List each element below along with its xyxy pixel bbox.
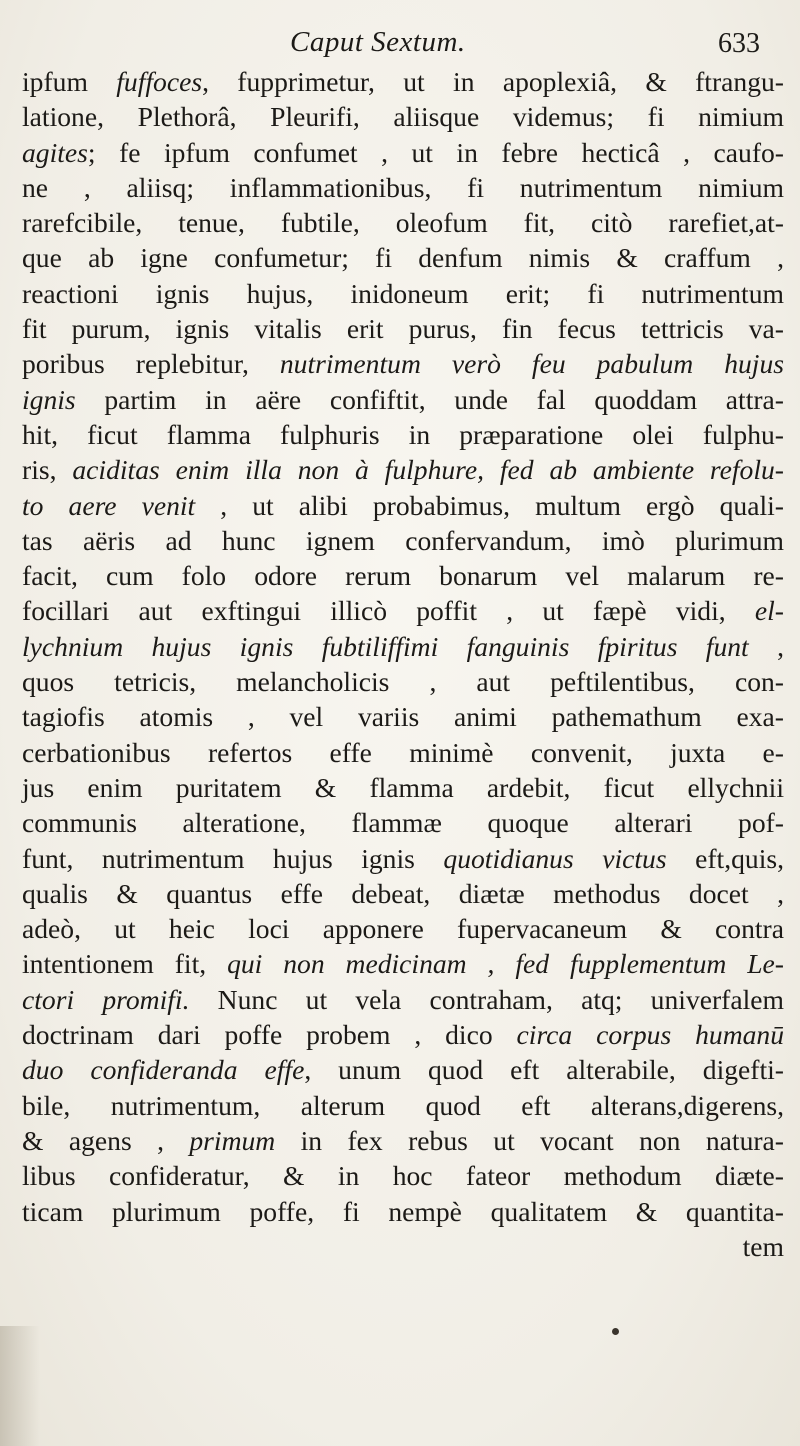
text-segment: , unum quod eft alterabile, digefti- <box>304 1054 784 1086</box>
text-segment: tas aëris ad hunc ignem confervandum, imò plurimum <box>22 524 784 556</box>
text-segment: cerbationibus refertos effe minimè convenit, juxta e- <box>22 736 784 768</box>
italic-text-segment: nutrimentum verò feu pabulum hujus <box>279 348 784 380</box>
text-segment: focillari aut exftingui illicò poffit , ut fæpè vidi, <box>22 595 755 627</box>
text-segment: communis alteratione, flammæ quoque alterari pof- <box>22 807 784 839</box>
text-segment: ; fe ipfum confumet , ut in febre hecticâ , caufo- <box>87 136 784 168</box>
text-segment: jus enim puritatem & flamma ardebit, ficut ellychnii <box>22 771 784 803</box>
text-segment: , ut alibi probabimus, multum ergò quali- <box>195 489 784 521</box>
text-line <box>22 170 784 205</box>
text-line <box>22 841 784 876</box>
text-segment: Nunc ut vela contraham, atq; univerfalem <box>189 983 784 1015</box>
text-segment: , <box>748 630 785 662</box>
text-segment: ticam plurimum poffe, fi nempè qualitatem & quantita- <box>22 1195 784 1227</box>
text-line <box>22 452 784 487</box>
italic-text-segment: aciditas enim illa non à fulphure, fed ab ambiente refolu- <box>72 454 784 486</box>
text-line <box>22 346 784 381</box>
text-line <box>22 876 784 911</box>
italic-text-segment: lychnium hujus ignis fubtiliffimi fanguinis fpiritus funt <box>22 630 749 662</box>
text-line <box>22 1088 784 1123</box>
text-segment: ipfum <box>22 66 117 97</box>
text-line <box>22 805 784 840</box>
text-line <box>22 1229 784 1264</box>
text-line <box>22 1123 784 1158</box>
text-segment: hit, ficut flamma fulphuris in præparatione olei fulphu- <box>22 418 784 450</box>
text-segment: poribus replebitur, <box>22 348 280 380</box>
text-line <box>22 417 784 452</box>
text-segment: reactioni ignis hujus, inidoneum erit; fi nutrimentum <box>22 277 784 309</box>
text-segment: ris, <box>22 454 73 486</box>
page-number: 633 <box>718 28 760 59</box>
text-line <box>22 593 784 628</box>
text-line <box>22 911 784 946</box>
italic-text-segment: quotidianus victus <box>443 842 667 874</box>
text-segment: eft,quis, <box>666 842 785 874</box>
running-title: Caput Sextum. <box>290 26 466 58</box>
text-line <box>22 699 784 734</box>
text-line <box>22 664 784 699</box>
text-segment: qualis & quantus effe debeat, diætæ methodus docet , <box>22 877 784 909</box>
page-edge-shadow <box>0 1326 40 1446</box>
page-header <box>0 22 800 62</box>
text-segment: bile, nutrimentum, alterum quod eft alterans,digerens, <box>22 1089 784 1121</box>
body-text <box>22 64 784 1264</box>
text-segment: rarefcibile, tenue, fubtile, oleofum fit, citò rarefiet,at- <box>22 207 784 239</box>
text-segment: libus confideratur, & in hoc fateor methodum diæte- <box>22 1160 784 1192</box>
text-segment: latione, Plethorâ, Pleurifi, aliisque videmus; fi nimium <box>22 101 784 133</box>
text-segment: facit, cum folo odore rerum bonarum vel malarum re- <box>22 560 784 592</box>
text-segment: fit purum, ignis vitalis erit purus, fin fecus tettricis va- <box>22 313 784 345</box>
text-line <box>22 382 784 417</box>
text-segment: tagiofis atomis , vel variis animi pathemathum exa- <box>22 701 784 733</box>
italic-text-segment: qui non medicinam , fed fupplementum Le- <box>227 948 784 980</box>
text-line <box>22 1158 784 1193</box>
italic-text-segment: to aere venit <box>22 489 196 521</box>
text-line <box>22 982 784 1017</box>
italic-text-segment: fuffoces <box>116 66 203 97</box>
italic-text-segment: agites <box>22 136 88 168</box>
text-line <box>22 1194 784 1229</box>
text-segment: intentionem fit, <box>22 948 228 980</box>
text-segment: que ab igne confumetur; fi denfum nimis & craffum , <box>22 242 784 274</box>
italic-text-segment: circa corpus humanū <box>516 1019 785 1051</box>
text-line <box>22 311 784 346</box>
ink-spot <box>612 1328 619 1335</box>
text-line <box>22 205 784 240</box>
text-segment: partim in aëre confiftit, unde fal quoddam attra- <box>75 383 784 415</box>
text-line <box>22 770 784 805</box>
text-segment: quos tetricis, melancholicis , aut peftilentibus, con- <box>22 666 784 698</box>
text-line <box>22 99 784 134</box>
italic-text-segment: el- <box>754 595 784 627</box>
text-line <box>22 629 784 664</box>
text-segment: doctrinam dari poffe probem , dico <box>22 1019 517 1051</box>
text-line <box>22 523 784 558</box>
italic-text-segment: duo confideranda effe <box>22 1054 305 1086</box>
text-line <box>22 64 784 99</box>
text-line <box>22 276 784 311</box>
text-line <box>22 1017 784 1052</box>
text-line <box>22 488 784 523</box>
text-line <box>22 240 784 275</box>
text-segment: , fupprimetur, ut in apoplexiâ, & ftrangu- <box>202 66 784 97</box>
italic-text-segment: ignis <box>22 383 76 415</box>
text-line <box>22 946 784 981</box>
text-segment: ne , aliisq; inflammationibus, fi nutrimentum nimium <box>22 171 784 203</box>
text-line <box>22 135 784 170</box>
text-segment: tem <box>742 1230 784 1262</box>
italic-text-segment: primum <box>189 1124 276 1156</box>
italic-text-segment: ctori promifi. <box>22 983 190 1015</box>
text-line <box>22 735 784 770</box>
text-segment: in fex rebus ut vocant non natura- <box>275 1124 784 1156</box>
text-line <box>22 558 784 593</box>
text-segment: adeò, ut heic loci apponere fupervacaneum & contra <box>22 913 784 945</box>
text-segment: funt, nutrimentum hujus ignis <box>22 842 444 874</box>
text-segment: & agens , <box>22 1124 190 1156</box>
text-line <box>22 1052 784 1087</box>
